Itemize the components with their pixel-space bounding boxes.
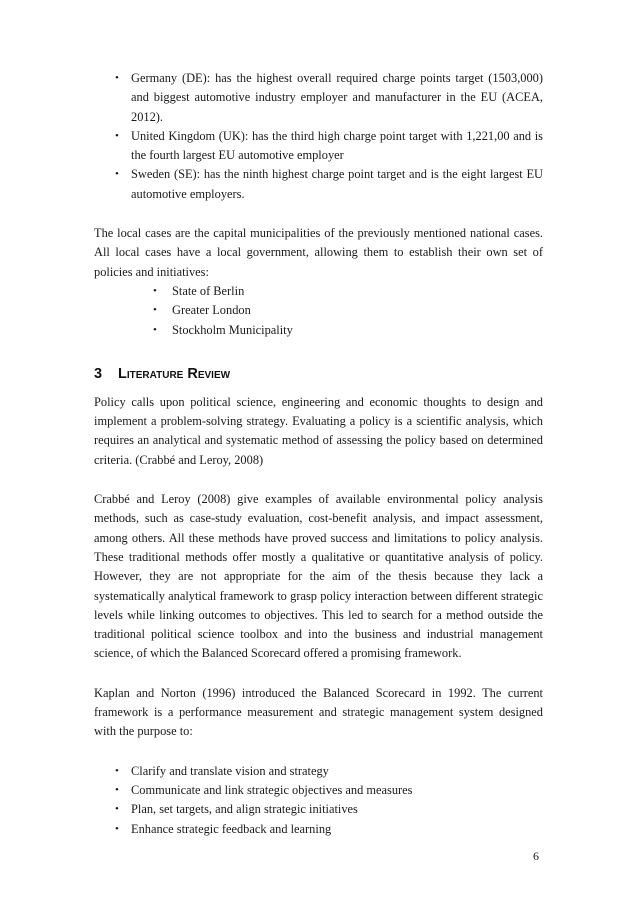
bullet-icon: •	[115, 783, 119, 796]
bullet-icon: •	[153, 304, 157, 317]
list-item: • United Kingdom (UK): has the third high charge point target with 1,221,00 and is the fourth largest EU automotive employer	[115, 128, 543, 163]
local-cases-paragraph: The local cases are the capital municipalities of the previously mentioned national cases. All local cases have a local government, allowing them to establish their own set of policies and initiatives:	[94, 226, 543, 279]
bullet-icon: •	[153, 323, 157, 336]
list-item: • Plan, set targets, and align strategic initiatives	[94, 800, 543, 819]
paragraph: Crabbé and Leroy (2008) give examples of available environmental policy analysis methods, such as case-study evaluation, cost-benefit analysis, and impact assessment, among others. All these methods have proved success and limitations to policy analysis. These traditional methods offer mostly a qualitative or quantitative analysis of policy. However, they are not appropriate for the aim of the thesis because they lack a systematically analytical framework to grasp policy interaction between different strategic levels while linking outcomes to objectives. This led to search for a method outside the traditional political science toolbox and into the business and industrial management science, of which the Balanced Scorecard offered a promising framework.	[94, 492, 543, 661]
bullet-icon: •	[115, 822, 119, 835]
list-item: • Germany (DE): has the highest overall required charge points target (1503,000) and biggest automotive industry employer and manufacturer in the EU (ACEA, 2012).	[115, 71, 543, 124]
bullet-icon: •	[115, 129, 119, 142]
bsc-purpose-list	[94, 762, 543, 839]
bullet-icon: •	[153, 284, 157, 297]
bullet-icon: •	[115, 803, 119, 816]
local-cases-list	[94, 282, 543, 340]
list-item: • Greater London	[94, 301, 543, 320]
page-number: 6	[533, 849, 539, 863]
page-content	[94, 69, 543, 839]
bullet-icon: •	[115, 764, 119, 777]
bullet-icon: •	[115, 168, 119, 181]
list-item: • Sweden (SE): has the ninth highest charge point target and is the eight largest EU automotive employers.	[115, 167, 543, 201]
list-item: • Enhance strategic feedback and learning	[94, 820, 543, 839]
section-title: Literature Review	[118, 365, 231, 382]
list-item: • Stockholm Municipality	[94, 321, 543, 340]
section-number: 3	[94, 365, 103, 382]
list-item: • State of Berlin	[94, 282, 543, 301]
section-heading	[94, 364, 543, 384]
paragraph: Kaplan and Norton (1996) introduced the Balanced Scorecard in 1992. The current framework is a performance measurement and strategic management system designed with the purpose to:	[94, 685, 543, 739]
list-item: • Communicate and link strategic objectives and measures	[94, 781, 543, 800]
paragraph: Policy calls upon political science, engineering and economic thoughts to design and implement a problem-solving strategy. Evaluating a policy is a scientific analysis, which requires an analytical and systematic method of assessing the policy based on determined criteria. (Crabbé and Leroy, 2008)	[94, 394, 543, 467]
country-cases-list	[94, 69, 543, 204]
bullet-icon: •	[115, 72, 119, 84]
list-item: • Clarify and translate vision and strategy	[94, 762, 543, 781]
